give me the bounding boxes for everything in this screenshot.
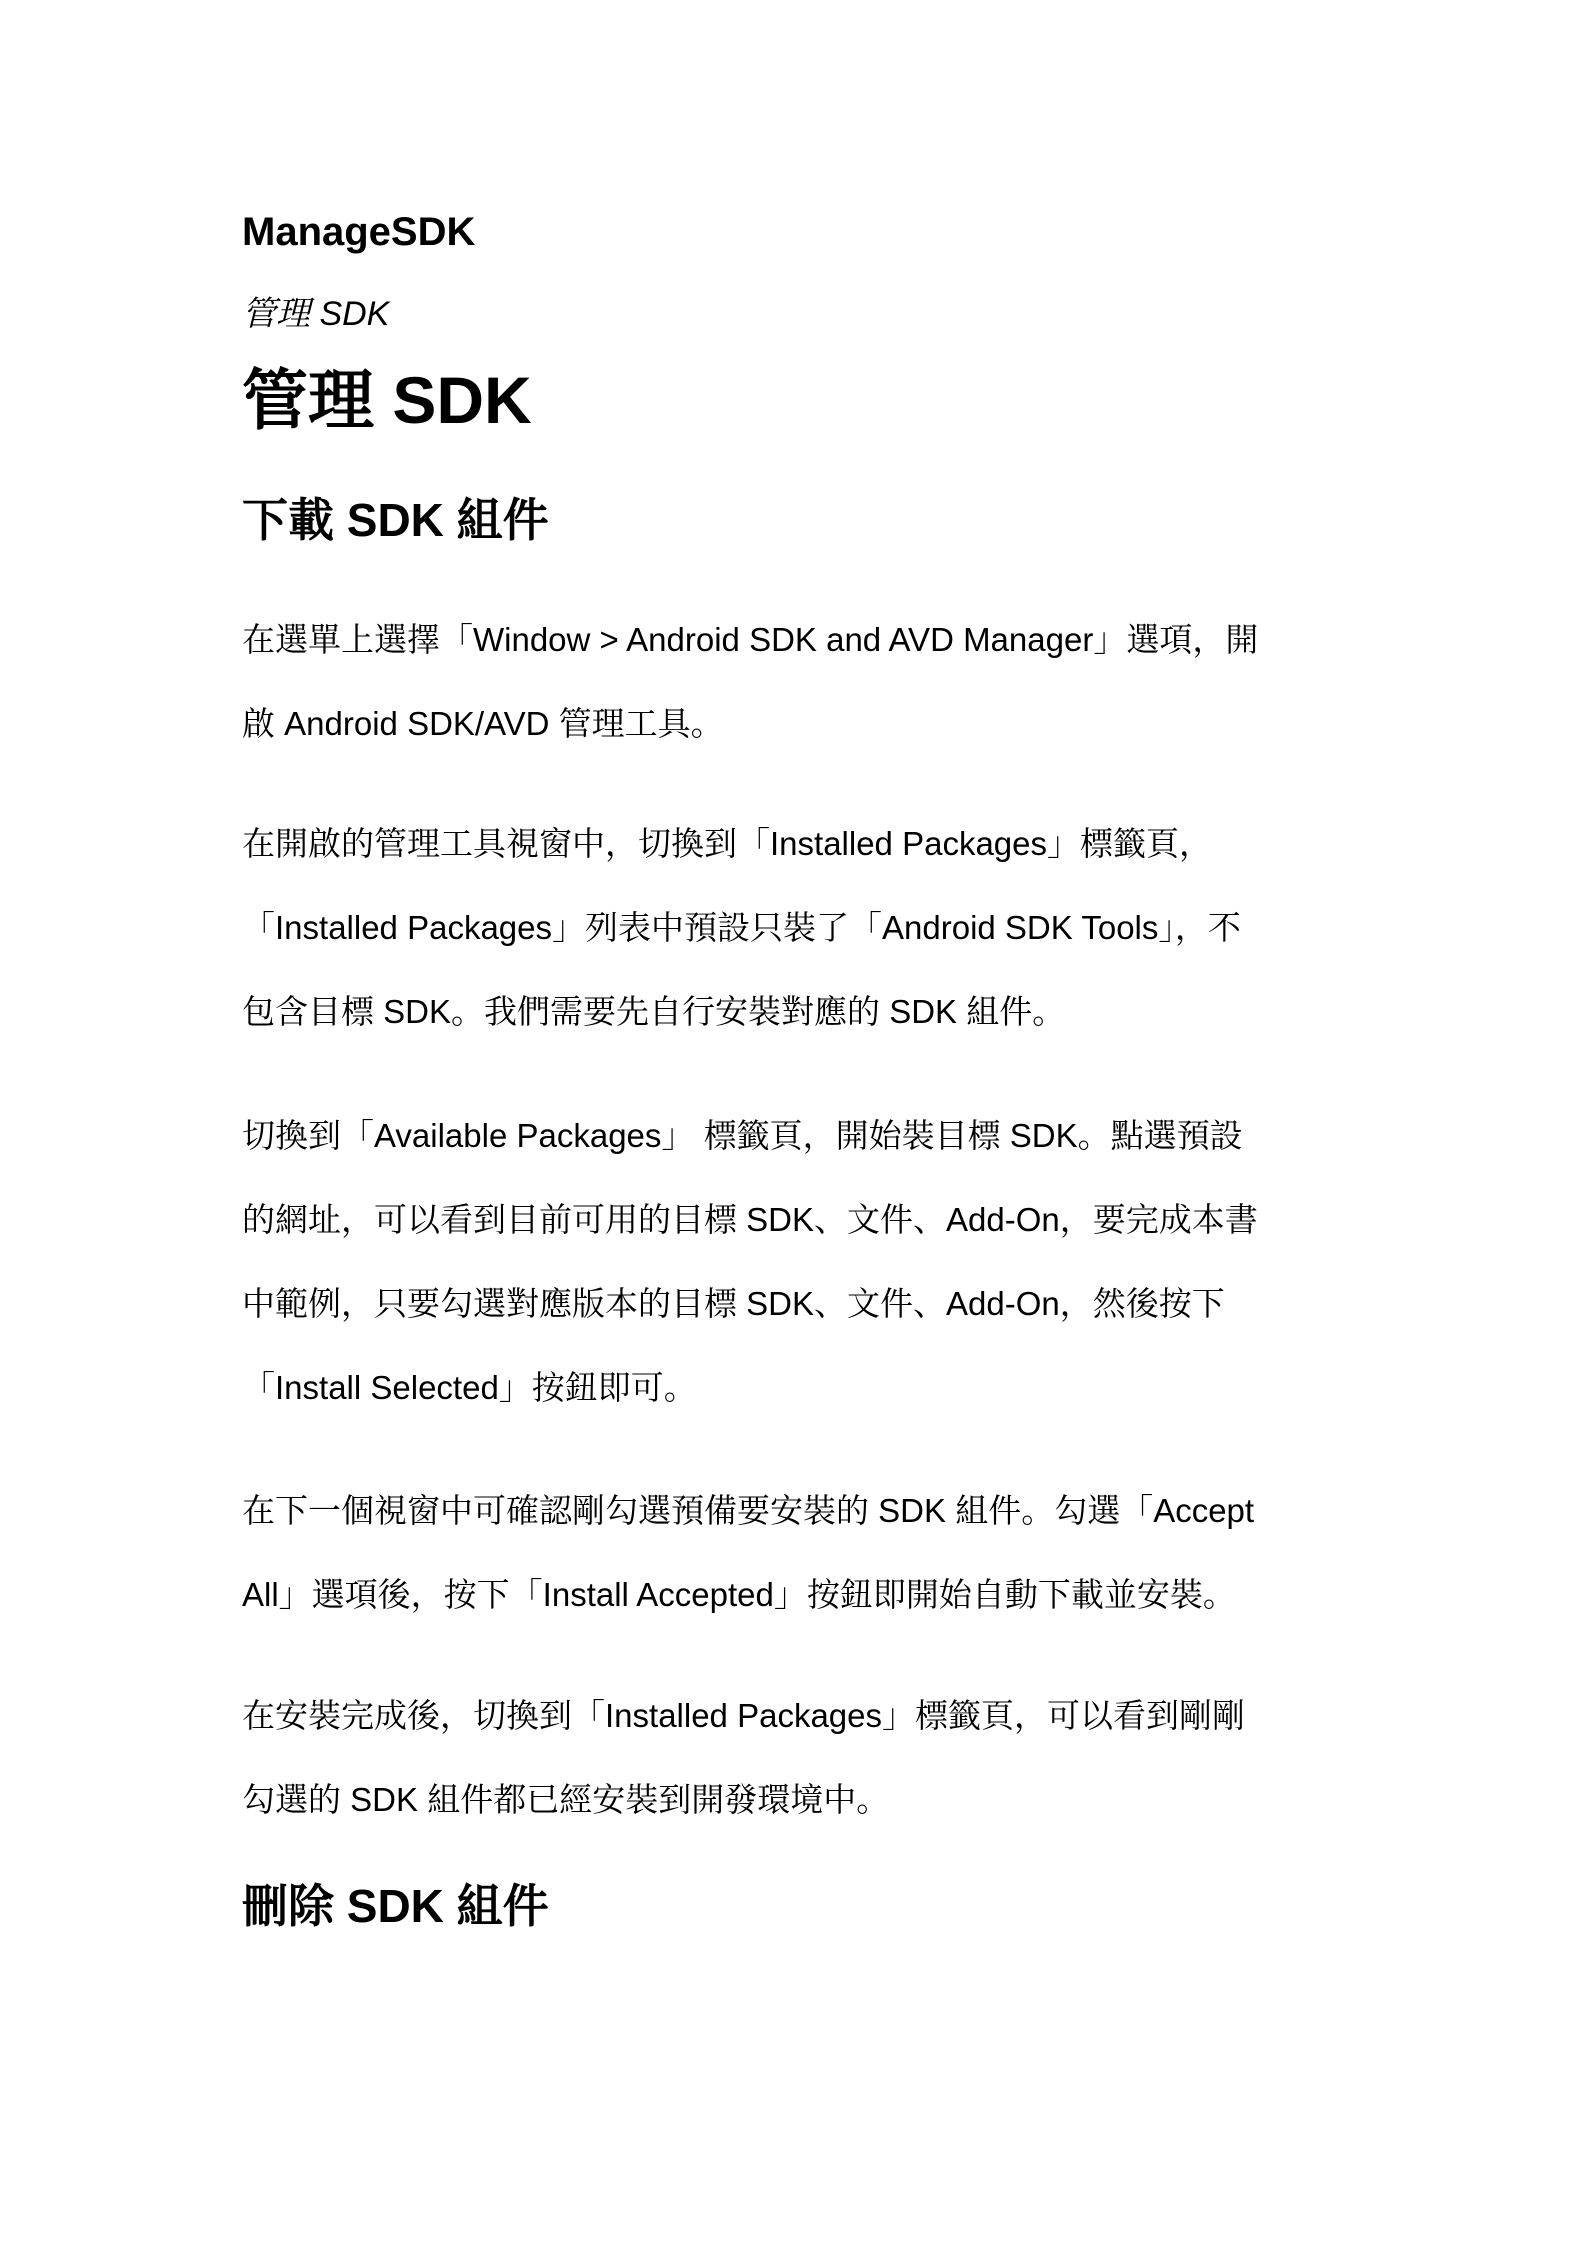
paragraph-accept-install <box>242 1491 1352 1659</box>
paragraph-line: 在選單上選擇「Window > Android SDK and AVD Manager」選項，開 <box>242 621 1259 658</box>
paragraph-line: 啟 Android SDK/AVD 管理工具。 <box>242 705 724 742</box>
paragraph-line: 「Installed Packages」列表中預設只裝了「Android SDK Tools」，不 <box>242 909 1241 946</box>
paragraph-installed-packages <box>242 824 1352 1076</box>
paragraph-open-sdk-manager <box>242 620 1352 788</box>
paragraph-line: 中範例，只要勾選對應版本的目標 SDK、文件、Add-On，然後按下 <box>242 1285 1225 1322</box>
paragraph-line: All」選項後，按下「Install Accepted」按鈕即開始自動下載並安裝。 <box>242 1576 1236 1613</box>
document-subtitle: 管理 SDK <box>242 295 390 333</box>
section-heading-remove-sdk: 刪除 SDK 組件 <box>242 1880 549 1932</box>
paragraph-line: 勾選的 SDK 組件都已經安裝到開發環境中。 <box>242 1781 890 1818</box>
paragraph-line: 的網址，可以看到目前可用的目標 SDK、文件、Add-On，要完成本書 <box>242 1201 1258 1238</box>
paragraph-available-packages <box>242 1116 1352 1452</box>
paragraph-line: 包含目標 SDK。我們需要先自行安裝對應的 SDK 組件。 <box>242 993 1066 1030</box>
page-title: 管理 SDK <box>242 363 532 437</box>
paragraph-line: 在下一個視窗中可確認剛勾選預備要安裝的 SDK 組件。勾選「Accept <box>242 1492 1255 1529</box>
section-heading-download-sdk: 下載 SDK 組件 <box>242 494 549 546</box>
paragraph-line: 在開啟的管理工具視窗中，切換到「Installed Packages」標籤頁， <box>242 825 1213 862</box>
paragraph-line: 「Install Selected」按鈕即可。 <box>242 1369 697 1406</box>
paragraph-line: 在安裝完成後，切換到「Installed Packages」標籤頁，可以看到剛剛 <box>242 1697 1246 1734</box>
document-label: ManageSDK <box>242 210 476 254</box>
paragraph-install-complete <box>242 1696 1352 1864</box>
paragraph-line: 切換到「Available Packages」 標籤頁，開始裝目標 SDK。點選預設 <box>242 1117 1243 1154</box>
